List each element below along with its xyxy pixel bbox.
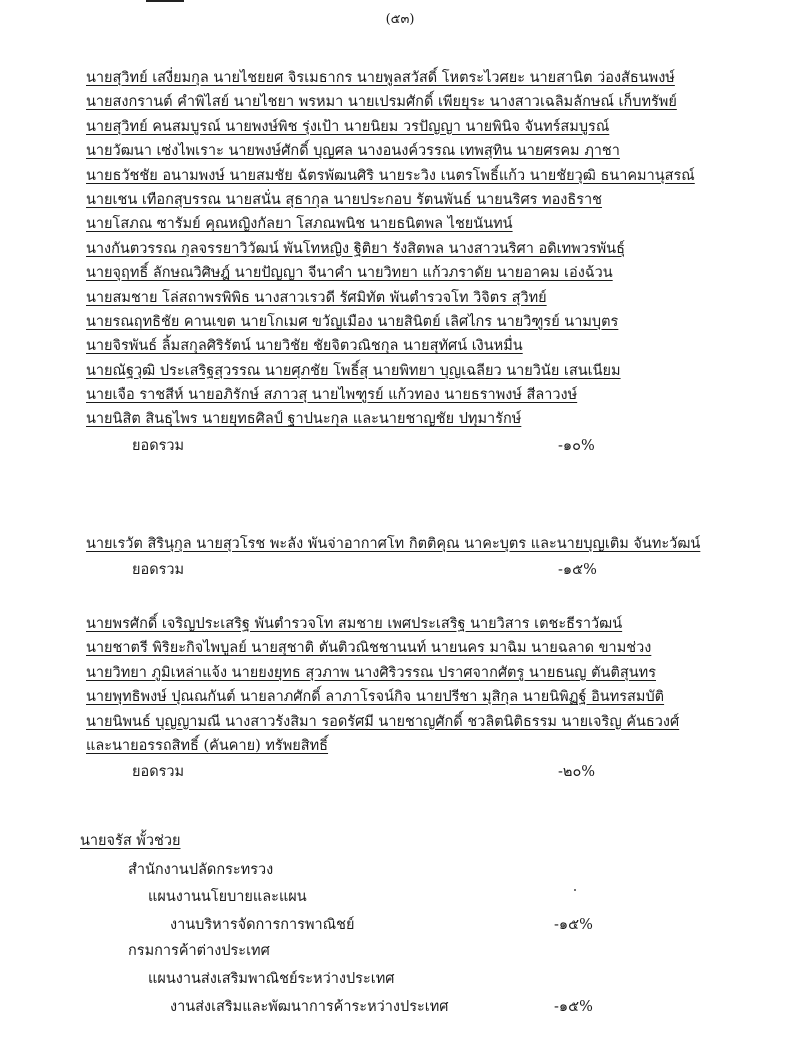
total-row [86,758,766,786]
member-names-line: นายนิพนธ์ บุญญามณี นางสาวรังสิมา รอดรัศมี นายชาญศักดิ์ ชวลิตนิติธรรม นายเจริญ คันธวงศ์ [86,713,680,730]
org-item-level-2: แผนงานนโยบายและแผน [148,889,307,905]
member-names-line: นายสุวิทย์ คนสมบูรณ์ นายพงษ์พิช รุ่งเป้า นายนิยม วรปัญญา นายพินิจ จันทร์สมบูรณ์ [86,118,610,135]
total-row [86,556,766,584]
member-names-line: นายรณฤทธิชัย คานเขต นายโกเมศ ขวัญเมือง นายสินิตย์ เลิศไกร นายวิฑูรย์ นามบุตร [86,313,619,330]
org-item-level-2: แผนงานส่งเสริมพาณิชย์ระหว่างประเทศ [148,971,395,987]
org-item-value: -๑๕% [554,917,593,933]
member-names-line: นายวิทยา ภูมิเหล่าแจ้ง นายยงยุทธ สุวภาพ นางศิริวรรณ ปราศจากศัตรู นายธนญ ตันติสุนทร [86,664,656,681]
total-value: -๑๐% [558,437,595,454]
member-names-line: นายนิสิต สินธุไพร นายยุทธศิลป์ ฐาปนะกุล และนายชาญชัย ปทุมารักษ์ [86,411,522,428]
total-label: ยอดรวม [132,562,185,579]
member-names-line: นายจิรพันธ์ ลิ้มสกุลศิริรัตน์ นายวิชัย ชัยจิตวณิชกุล นายสุทัศน์ เงินหมื่น [86,338,523,355]
member-names-line: นายวัฒนา เซ่งไพเราะ นายพงษ์ศักดิ์ บุญศล นางอนงค์วรรณ เทพสุทิน นายศรคม ฦาชา [86,143,620,160]
member-names-line: และนายอรรถสิทธิ์ (คันคาย) ทรัพยสิทธิ์ [86,737,329,754]
org-item-value: -๑๕% [554,999,593,1015]
member-names-line: นายเรวัต สิรินุกุล นายสุวโรช พะลัง พันจ่าอากาศโท กิตติคุณ นาคะบุตร และนายบุญเติม จันทะวัฒน์ [86,536,701,552]
member-names-line: นายณัฐวุฒิ ประเสริฐสุวรรณ นายศุภชัย โพธิ์สุ นายพิทยา บุญเฉลียว นายวินัย เสนเนียม [86,362,621,379]
member-names-line: นายโสภณ ซารัมย์ คุณหญิงกัลยา โสภณพนิช นายธนิตพล ไชยนันทน์ [86,216,513,233]
total-row [86,432,766,460]
total-value: -๑๕% [558,562,597,579]
section-heading: นายจรัส พั้วช่วย [80,833,181,849]
top-rule [146,0,184,2]
member-names-line: นายเชน เทือกสุบรรณ นายสนั่น สุธากุล นายประกอบ รัตนพันธ์ นายนริศร ทองธิราช [86,191,603,208]
member-group-2 [86,532,766,584]
member-names-line: นายธวัชชัย อนามพงษ์ นายสมชัย ฉัตรพัฒนศิริ นายระวิง เนตรโพธิ์แก้ว นายชัยวุฒิ ธนาคมานุสรณ์ [86,167,695,184]
org-item-level-3: งานส่งเสริมและพัฒนาการค้าระหว่างประเทศ [170,999,449,1015]
member-names-line: นางกันตวรรณ กุลจรรยาวิวัฒน์ พันโทหญิง ฐิติยา รังสิตพล นางสาวนริศา อดิเทพวรพันธุ์ [86,240,625,257]
total-label: ยอดรวม [132,764,185,781]
org-item-level-3: งานบริหารจัดการการพาณิชย์ [170,917,355,933]
member-names-line: นายเจือ ราชสีห์ นายอภิรักษ์ สภาวสุ นายไพฑูรย์ แก้วทอง นายธราพงษ์ สีลาวงษ์ [86,387,578,404]
scan-speck [574,889,576,891]
org-item-level-1: สำนักงานปลัดกระทรวง [128,862,274,878]
member-group-1 [86,66,766,460]
member-names-line: นายพุทธิพงษ์ ปุณณกันต์ นายลาภศักดิ์ ลาภาโรจน์กิจ นายปรีชา มุสิกุล นายนิพิฏฐ์ อินทรสมบัติ [86,689,665,706]
page-number: (๕๓) [385,12,415,27]
total-value: -๒๐% [558,764,596,781]
member-names-line: นายชาตรี พิริยะกิจไพบูลย์ นายสุชาติ ตันติวณิชชานนท์ นายนคร มาฉิม นายฉลาด ขามช่วง [86,640,652,657]
member-group-3 [86,612,766,786]
org-item-level-1: กรมการค้าต่างประเทศ [128,943,270,959]
member-names-line: นายสุวิทย์ เสงี่ยมกุล นายไชยยศ จิรเมธากร นายพูลสวัสดิ์ โหตระไวศยะ นายสานิต ว่องสัธนพงษ์ [86,70,675,86]
total-label: ยอดรวม [132,437,185,454]
member-names-line: นายสงกรานต์ คำพิไสย์ นายไชยา พรหมา นายเปรมศักดิ์ เพียยุระ นางสาวเฉลิมลักษณ์ เก็บทรัพย์ [86,94,677,111]
member-names-line: นายพรศักดิ์ เจริญประเสริฐ พันตำรวจโท สมชาย เพศประเสริฐ นายวิสาร เตชะธีราวัฒน์ [86,616,623,632]
member-names-line: นายสมชาย โล่สถาพรพิพิธ นางสาวเรวดี รัศมิทัต พันตำรวจโท วิจิตร สุวิทย์ [86,289,547,306]
member-names-line: นายจุฤทธิ์ ลักษณวิศิษฎ์ นายปัญญา จีนาคำ นายวิทยา แก้วภราดัย นายอาคม เอ่งฉ้วน [86,265,613,282]
